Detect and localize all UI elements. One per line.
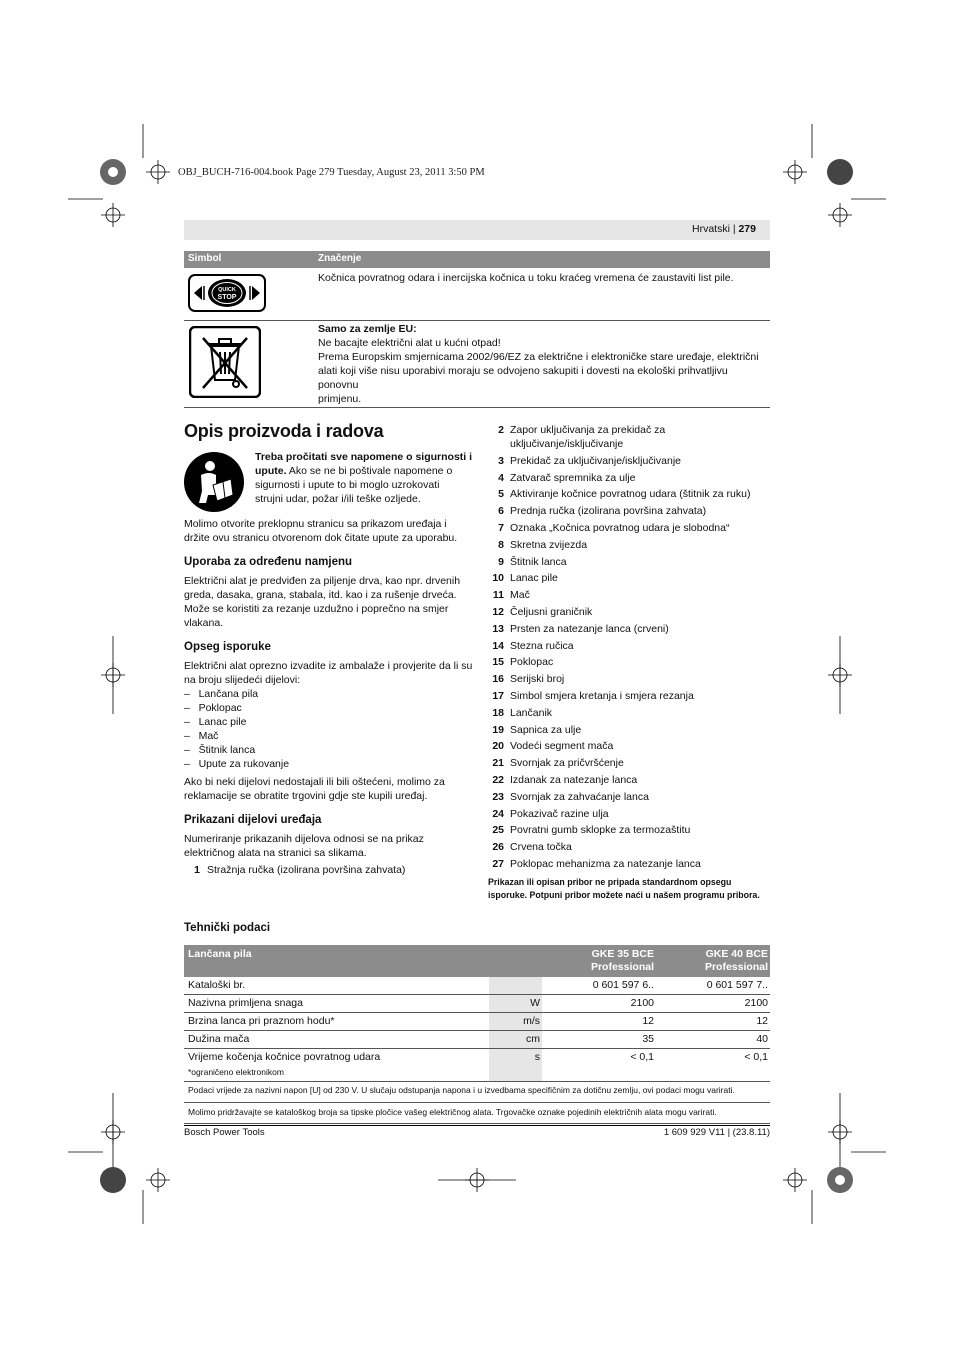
part-item: [184, 863, 474, 877]
part-item: [488, 538, 773, 552]
part-text-cont: uključivanje/isključivanje: [510, 438, 624, 450]
part-number: 13: [492, 622, 504, 635]
part-number: 12: [492, 605, 504, 618]
weee-meaning: [318, 322, 770, 406]
part-text: Poklopac: [510, 656, 554, 669]
symbol-row-weee: [184, 321, 770, 408]
part-number: 17: [492, 689, 504, 702]
tech-rows: [184, 977, 770, 1082]
model1-suffix: Professional: [590, 961, 654, 973]
tech-row-value-1: 12: [642, 1015, 654, 1027]
part-number: 2: [498, 424, 504, 436]
warning-bold: upute.: [255, 465, 287, 477]
part-text: Aktiviranje kočnice povratnog udara (štitnik za ruku): [510, 488, 751, 501]
part-text: Povratni gumb sklopke za termozaštitu: [510, 824, 691, 837]
tech-row-value-2: 0 601 597 7..: [706, 979, 768, 991]
part-text: Zatvarač spremnika za ulje: [510, 471, 636, 484]
fold-note-line: Molimo otvorite preklopnu stranicu sa prikazom uređaja i: [184, 518, 447, 530]
part-text: Crvena točka: [510, 841, 572, 854]
col-meaning: Značenje: [318, 253, 362, 264]
tech-head-model1: [591, 948, 654, 974]
components-title: Prikazani dijelovi uređaja: [184, 814, 322, 826]
warning-line: [255, 450, 475, 464]
quick-stop-icon: [188, 274, 266, 312]
part-item: [488, 555, 773, 569]
list-item-text: Štitnik lanca: [198, 744, 256, 756]
delivery-text: [184, 659, 474, 687]
part-number: 15: [492, 656, 504, 669]
section-title: Opis proizvoda i radova: [184, 421, 384, 441]
part-text: Mač: [510, 589, 530, 602]
list-item-text: Lančana pila: [198, 688, 259, 700]
part-text: Skretna zvijezda: [510, 538, 588, 551]
part-text: Zapor uključivanja za prekidač za: [510, 424, 666, 436]
part-item: [488, 571, 773, 585]
weee-title: Samo za zemlje EU:: [318, 323, 417, 335]
part-number: 1: [194, 864, 200, 876]
svg-text:QUICK: QUICK: [218, 287, 236, 293]
warning-line: [255, 464, 475, 478]
tech-row-label: Nazivna primljena snaga: [188, 997, 303, 1009]
part-item: [488, 504, 773, 518]
part-text: Prednja ručka (izolirana površina zahvata): [510, 505, 707, 518]
parts-list: [488, 423, 773, 874]
part-item: [488, 672, 773, 686]
tech-row-value-2: 12: [756, 1015, 768, 1027]
list-item-text: Lanac pile: [198, 716, 247, 728]
part-item: [488, 840, 773, 854]
tech-row: [184, 995, 770, 1013]
weee-line: primjenu.: [318, 393, 362, 405]
tech-row-value-1: 0 601 597 6..: [592, 979, 654, 991]
left-column: [184, 517, 474, 880]
list-item-text: Poklopac: [198, 702, 242, 714]
part-number: 5: [498, 488, 504, 501]
tech-head-model2: [705, 948, 768, 974]
part-text: Svornjak za zahvaćanje lanca: [510, 790, 649, 803]
delivery-line: Električni alat oprezno izvadite iz ambalaže i provjerite da li su: [184, 660, 473, 672]
part-text: Pokazivač razine ulja: [510, 807, 609, 820]
warning-text-span: Ako se ne bi poštivale napomene o: [286, 465, 453, 477]
intended-use-text: [184, 574, 474, 630]
part-item: [488, 823, 773, 837]
tech-row-unit: W: [530, 997, 540, 1009]
model2-suffix: Professional: [704, 961, 768, 973]
part-item: [488, 723, 773, 737]
part-number: 9: [498, 555, 504, 568]
page-number: 279: [738, 223, 756, 235]
svg-text:STOP: STOP: [217, 294, 237, 301]
tech-row-value-1: 2100: [630, 997, 654, 1009]
list-item: – Mač: [184, 730, 219, 742]
list-item-text: Mač: [198, 730, 219, 742]
part-text: Simbol smjera kretanja i smjera rezanja: [510, 689, 694, 702]
part-text: Oznaka „Kočnica povratnog udara je slobodna“: [510, 521, 730, 534]
symbol-row-quickstop: [184, 268, 770, 321]
tech-row: [184, 977, 770, 995]
tech-head-label: Lančana pila: [188, 948, 252, 960]
part-item: [488, 807, 773, 821]
tech-note1: Podaci vrijede za nazivni napon [U] od 230 V. U slučaju odstupanja napona i u izvedbama specifičnim za dotičnu zemlju, ovi podaci mogu varirati.: [188, 1085, 735, 1095]
part-number: 8: [498, 538, 504, 551]
tech-row: [184, 1049, 770, 1082]
list-item: – Lančana pila: [184, 688, 259, 700]
list-item: – Štitnik lanca: [184, 744, 256, 756]
part-number: 10: [492, 572, 504, 585]
part-number: 20: [492, 740, 504, 753]
tech-footnote: *ograničeno elektronikom: [188, 1067, 284, 1077]
part-item: [488, 857, 773, 871]
warning-line: sigurnosti i upute to bi moglo uzrokovati: [255, 479, 440, 491]
warning-line: strujni udar, požar i/ili teške ozljede.: [255, 493, 421, 505]
part-text: Izdanak za natezanje lanca: [510, 773, 638, 786]
weee-line: Ne bacajte električni alat u kućni otpad!: [318, 337, 501, 349]
part-item: [488, 773, 773, 787]
delivery-after-line: Ako bi neki dijelovi nedostajali ili bili oštećeni, molimo za: [184, 776, 445, 788]
read-manual-icon: [183, 451, 245, 513]
list-item: – Poklopac: [184, 702, 242, 714]
part-item: [488, 639, 773, 653]
intended-use-line: Električni alat je predviđen za piljenje drva, kao npr. drvenih: [184, 575, 461, 587]
tech-row-label: Kataloški br.: [188, 979, 246, 991]
part-number: 4: [498, 471, 504, 484]
part-text: Stezna ručica: [510, 639, 574, 652]
part-text: Prekidač za uključivanje/isključivanje: [510, 454, 681, 467]
delivery-after-line: reklamacije se obratite trgovini gdje ste kupili uređaj.: [184, 790, 428, 802]
part-text: Stražnja ručka (izolirana površina zahvata): [207, 864, 406, 876]
language-label: Hrvatski: [691, 223, 730, 235]
components-line: električnog alata na stranici sa slikama.: [184, 847, 367, 859]
part-number: 18: [492, 706, 504, 719]
part-text: Vodeći segment mača: [510, 740, 614, 753]
part-text: Lančanik: [510, 706, 553, 719]
footer-left: Bosch Power Tools: [184, 1127, 265, 1138]
footer-right: 1 609 929 V11 | (23.8.11): [663, 1127, 770, 1138]
weee-line: alati koji više nisu uporabivi moraju se odvojeno sakupiti i dovesti na ekološki prihvatljivu ponovnu: [318, 365, 728, 391]
delivery-line: na broju slijedeći dijelovi:: [184, 674, 301, 686]
col-symbol: Simbol: [188, 253, 222, 264]
symbol-table-header: [184, 251, 770, 268]
footer-rule: [184, 1125, 770, 1126]
model1-name: GKE 35 BCE: [591, 948, 654, 960]
components-line: Numeriranje prikazanih dijelova odnosi se na prikaz: [184, 833, 424, 845]
part-number: 14: [492, 639, 504, 652]
tech-row-label: Brzina lanca pri praznom hodu*: [188, 1015, 335, 1027]
part-item: [488, 790, 773, 804]
tech-row-unit: s: [534, 1051, 540, 1063]
accessory-note-line: isporuke. Potpuni pribor možete naći u našem programu pribora.: [488, 889, 760, 900]
list-item: – Lanac pile: [184, 716, 247, 728]
unit-column-bg: [489, 977, 542, 994]
tech-row-unit: m/s: [523, 1015, 540, 1027]
part-item: [488, 655, 773, 669]
delivery-title: Opseg isporuke: [184, 641, 271, 653]
part-text: Poklopac mehanizma za natezanje lanca: [510, 857, 701, 870]
part-number: 22: [492, 773, 504, 786]
tech-row: [184, 1013, 770, 1031]
part-text: Sapnica za ulje: [510, 723, 582, 736]
part-number: 23: [492, 790, 504, 803]
fold-note-line: držite ovu stranicu otvorenom dok čitate upute za uporabu.: [184, 532, 458, 544]
tech-note-row: [184, 1103, 770, 1124]
tech-header: [184, 945, 770, 977]
model2-name: GKE 40 BCE: [705, 948, 768, 960]
part-number: 16: [492, 673, 504, 686]
part-item: [488, 423, 773, 451]
tech-row-label: Dužina mača: [188, 1033, 250, 1045]
page-language: Hrvatski | 279: [691, 223, 756, 235]
intended-use-line: Može se koristiti za rezanje uzdužno i poprečno na smjer: [184, 603, 449, 615]
tech-row-label: Vrijeme kočenja kočnice povratnog udara: [188, 1051, 381, 1063]
page-header-bar: [184, 220, 770, 240]
tech-note2: Molimo pridržavajte se kataloškog broja sa tipske pločice vašeg električnog alata. Trgovačke oznake pojedinih električnih alata mogu varirati.: [188, 1107, 717, 1117]
weee-line: Prema Europskim smjernicama 2002/96/EZ za električne i elektroničke stare uređaje, električni: [318, 351, 759, 363]
delivery-list: [184, 687, 474, 771]
symbol-table: [184, 251, 770, 408]
part-text: Svornjak za pričvršćenje: [510, 757, 624, 770]
part-text: Štitnik lanca: [510, 555, 567, 568]
part-number: 27: [492, 857, 504, 870]
part-number: 25: [492, 824, 504, 837]
tech-row-value-1: < 0,1: [630, 1051, 654, 1063]
print-header: OBJ_BUCH-716-004.book Page 279 Tuesday, August 23, 2011 3:50 PM: [178, 167, 485, 178]
tech-row: [184, 1031, 770, 1049]
part-number: 6: [498, 505, 504, 518]
warning-bold: Treba pročitati sve napomene o sigurnosti i: [255, 451, 473, 463]
part-number: 21: [492, 757, 504, 770]
crossed-bin-icon: [189, 326, 261, 398]
intended-use-line: vlakana.: [184, 617, 224, 629]
quickstop-meaning: Kočnica povratnog odara i inercijska kočnica u toku kraćeg vremena će zaustaviti list pile.: [318, 272, 734, 284]
tech-row-value-2: 40: [756, 1033, 768, 1045]
intended-use-line: greda, dasaka, grana, stabala, itd. kao i za rušenje drveća.: [184, 589, 457, 601]
tech-row-value-2: 2100: [744, 997, 768, 1009]
part-item: [488, 739, 773, 753]
list-item-text: Upute za rukovanje: [198, 758, 290, 770]
part-number: 11: [492, 589, 504, 602]
intended-use-title: Uporaba za određenu namjenu: [184, 556, 353, 568]
part-item: [488, 605, 773, 619]
accessory-note: [488, 876, 760, 901]
part-item: [488, 622, 773, 636]
part-number: 3: [498, 454, 504, 467]
tech-row-value-1: 35: [642, 1033, 654, 1045]
part-text: Serijski broj: [510, 673, 565, 686]
accessory-note-line: Prikazan ili opisan pribor ne pripada standardnom opsegu: [488, 877, 732, 887]
components-text: [184, 832, 474, 860]
part-number: 19: [492, 723, 504, 736]
part-number: 26: [492, 841, 504, 854]
tech-title: Tehnički podaci: [184, 922, 271, 934]
part-text: Lanac pile: [510, 572, 558, 585]
part-text: Čeljusni graničnik: [510, 605, 593, 618]
warning-text: [255, 450, 475, 506]
part-item: [488, 756, 773, 770]
part-number: 7: [498, 521, 504, 534]
tech-row-value-2: < 0,1: [744, 1051, 768, 1063]
tech-table: [184, 945, 770, 1124]
part-item: [488, 588, 773, 602]
part-item: [488, 689, 773, 703]
part-item: [488, 471, 773, 485]
list-item: – Upute za rukovanje: [184, 758, 290, 770]
part-item: [488, 521, 773, 535]
part-item: [488, 487, 773, 501]
part-number: 24: [492, 807, 504, 820]
part-item: [488, 454, 773, 468]
part-item: [488, 706, 773, 720]
part-text: Prsten za natezanje lanca (crveni): [510, 622, 669, 635]
delivery-after: [184, 775, 474, 803]
tech-row-unit: cm: [526, 1033, 540, 1045]
tech-note-row: [184, 1082, 770, 1103]
